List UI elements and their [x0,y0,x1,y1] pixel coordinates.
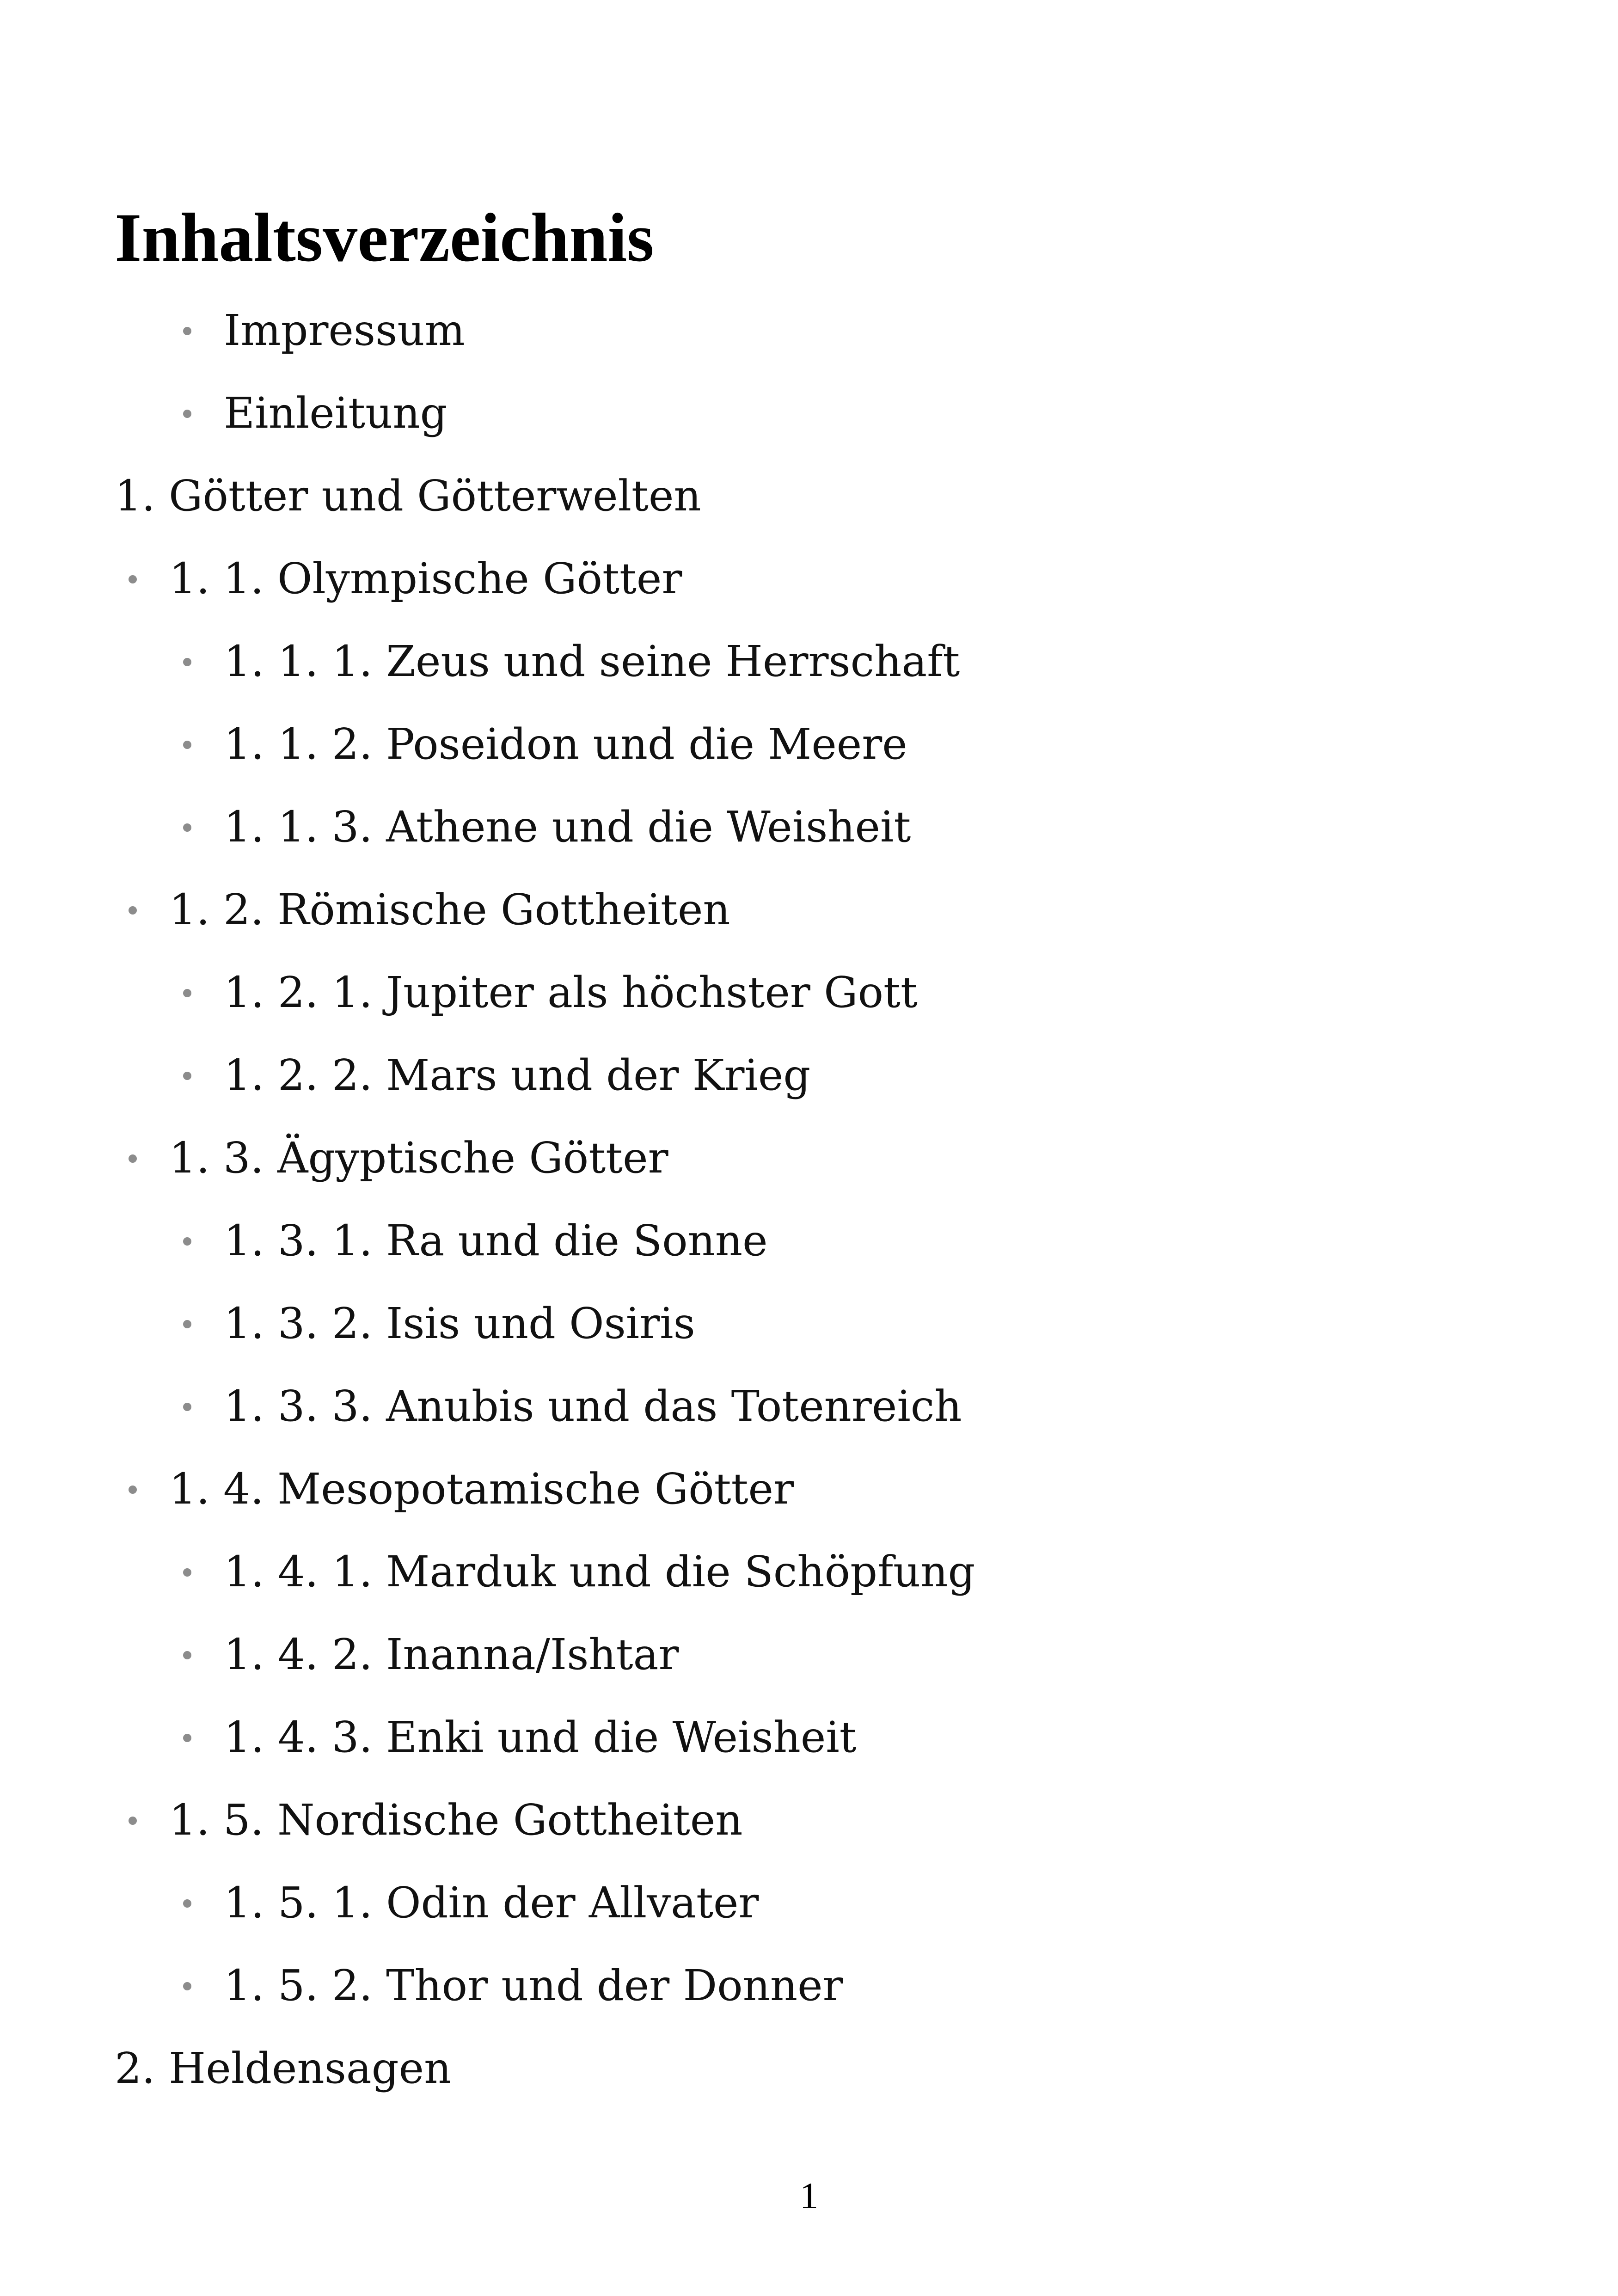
bullet-icon [129,1486,137,1494]
toc-entry-label: 1. 4. 2. Inanna/Ishtar [224,1630,679,1679]
bullet-icon [183,1237,191,1246]
bullet-icon [183,1320,191,1328]
bullet-icon [129,906,137,915]
toc-entry-label: Impressum [224,306,465,355]
bullet-icon [183,1899,191,1908]
page-number: 1 [800,2176,818,2216]
toc-entry-label: 1. 1. 2. Poseidon und die Meere [224,719,907,769]
bullet-icon [183,658,191,666]
toc-entry-label: 1. 2. 2. Mars und der Krieg [224,1050,811,1100]
bullet-icon [129,1154,137,1163]
toc-entry-label: 1. 3. 2. Isis und Osiris [224,1299,695,1348]
toc-entry-label: 1. Götter und Götterwelten [115,471,701,521]
toc-entry-label: 1. 4. 3. Enki und die Weisheit [224,1713,857,1762]
bullet-icon [183,327,191,335]
toc-entry-label: 1. 1. 3. Athene und die Weisheit [224,802,911,852]
toc-entry-label: 1. 5. Nordische Gottheiten [169,1795,743,1845]
toc-entry-label: 1. 5. 2. Thor und der Donner [224,1961,843,2010]
toc-entry-label: 1. 3. 1. Ra und die Sonne [224,1216,768,1265]
toc-entry-label: 1. 3. Ägyptische Götter [169,1133,668,1183]
toc-entry-label: 1. 2. Römische Gottheiten [169,885,730,934]
bullet-icon [129,1817,137,1825]
bullet-icon [183,1651,191,1659]
bullet-icon [183,410,191,418]
bullet-icon [183,1734,191,1742]
toc-entry-label: 1. 1. Olympische Götter [169,554,682,603]
bullet-icon [183,1072,191,1080]
toc-entry-label: 2. Heldensagen [115,2044,452,2093]
toc-entry-label: Einleitung [224,388,447,438]
toc-entry-label: 1. 4. 1. Marduk und die Schöpfung [224,1547,975,1596]
bullet-icon [183,823,191,832]
bullet-icon [183,741,191,749]
toc-entry-label: 1. 4. Mesopotamische Götter [169,1464,794,1514]
toc-title: Inhaltsverzeichnis [115,199,654,276]
bullet-icon [183,989,191,997]
toc-entry-label: 1. 3. 3. Anubis und das Totenreich [224,1381,962,1431]
toc-entry-label: 1. 2. 1. Jupiter als höchster Gott [224,968,918,1017]
toc-entry-label: 1. 1. 1. Zeus und seine Herrschaft [224,637,960,686]
bullet-icon [183,1568,191,1577]
bullet-icon [129,575,137,583]
bullet-icon [183,1403,191,1411]
bullet-icon [183,1982,191,1990]
toc-entry-label: 1. 5. 1. Odin der Allvater [224,1878,759,1928]
